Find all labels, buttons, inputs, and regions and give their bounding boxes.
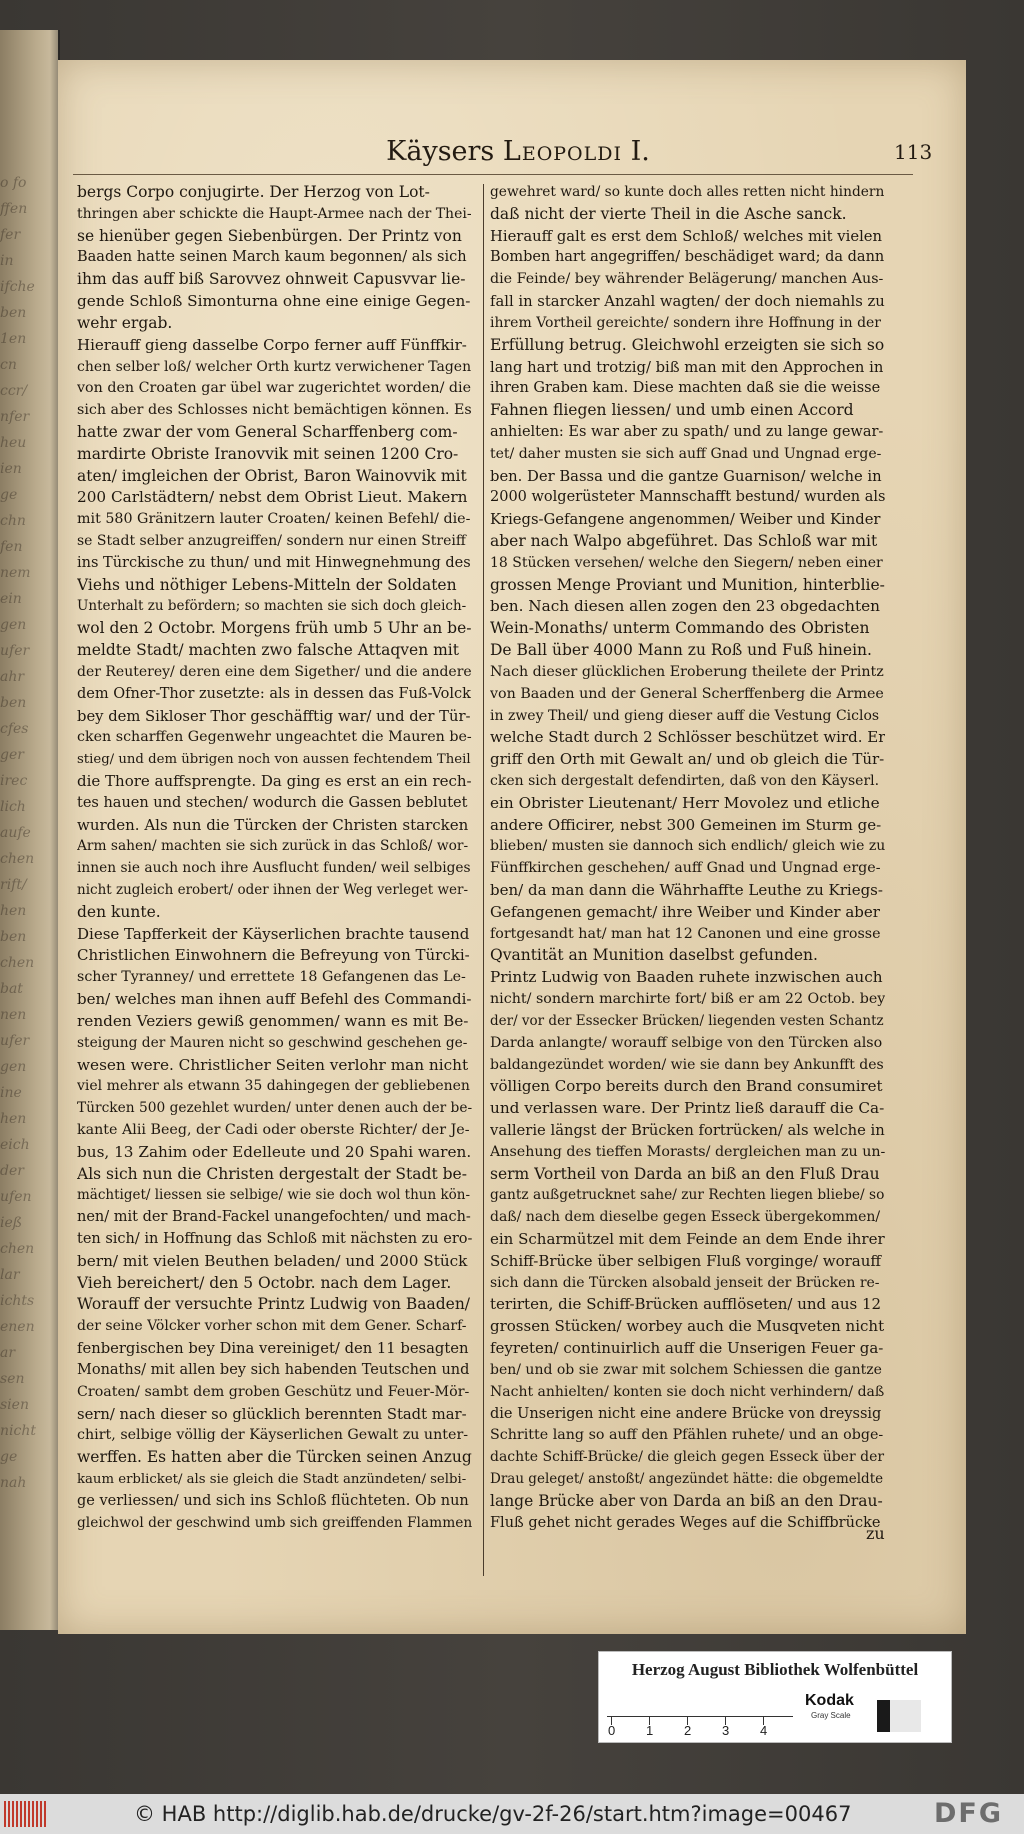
text-line: cken sich dergestalt defendirten, daß von den Käyserl. (490, 772, 880, 789)
text-line: Hierauff gieng dasselbe Corpo ferner auff Fünffkir- (77, 335, 467, 354)
text-line: und verlassen ware. Der Printz ließ darauff die Ca- (490, 1099, 885, 1118)
footer-credit-link[interactable]: © HAB http://diglib.hab.de/drucke/gv-2f-26/start.htm?image=00467 (134, 1802, 852, 1826)
text-line: Bomben hart angegriffen/ beschädiget ward; da dann (490, 249, 885, 266)
text-line: griff den Orth mit Gewalt an/ und ob gleich die Tür- (490, 750, 885, 769)
text-line: Ansehung des tieffen Morasts/ dergleichen man zu un- (490, 1143, 885, 1160)
text-line: ihren Graben kam. Diese machten daß sie die weisse (490, 380, 881, 397)
text-line: Hierauff galt es erst dem Schloß/ welches mit vielen (490, 227, 883, 245)
text-line: blieben/ musten sie dannoch sich endlich/ gleich wie zu (490, 838, 885, 855)
text-line: Monaths/ mit allen bey sich habenden Teutschen und (77, 1361, 470, 1378)
kodak-logo: Kodak (805, 1692, 854, 1709)
running-head-name: Leopoldi (502, 136, 622, 167)
text-line: wurden. Als nun die Türcken der Christen starcken (77, 815, 469, 834)
text-line: gewehret ward/ so kunte doch alles retten nicht hindern (490, 184, 885, 200)
library-color-card (598, 1651, 952, 1743)
text-line: wesen were. Christlicher Seiten verlohr man nicht (77, 1055, 469, 1074)
text-line: Unterhalt zu befördern; so machten sie sich doch gleich- (77, 598, 467, 615)
ruler-number: 0 (608, 1723, 616, 1738)
previous-page-margin-text: o fo ffen fer in ifche ben 1en cn ccr/ nfer heu ien ge chn fen nem ein gen ufer ahr ben cfes ger irec lich aufe chen rift/ hen ben chen bat nen ufer gen ine hen eich der ufen ieß chen lar ichts enen ar sen sien nicht ge nah (0, 175, 36, 1491)
text-line: Arm sahen/ machten sie sich zurück in das Schloß/ wor- (77, 838, 469, 855)
text-line: 200 Carlstädtern/ nebst dem Obrist Lieut. Makern (77, 488, 468, 507)
text-line: gantz außgetrucknet sahe/ zur Rechten liegen bliebe/ so (490, 1187, 885, 1204)
text-line: Christlichen Einwohnern die Befreyung von Türcki- (77, 946, 470, 965)
text-line: sich dann die Türcken alsobald jenseit der Brücken re- (490, 1274, 880, 1291)
text-line: tet/ daher musten sie sich auff Gnad und Ungnad erge- (490, 445, 882, 462)
text-line: serm Vortheil von Darda an biß an den Fluß Drau (490, 1164, 880, 1183)
text-line: Baaden hatte seinen March kaum begonnen/ als sich (77, 249, 467, 266)
text-line: Drau geleget/ anstoßt/ angezündet hätte: die obgemeldte (490, 1470, 884, 1487)
text-line: dem Ofner-Thor zusetzte: als in dessen das Fuß-Volck (77, 685, 471, 702)
text-line: ben/ welches man ihnen auff Befehl des Commandi- (77, 990, 472, 1009)
text-line: der Reuterey/ deren eine dem Sigether/ und die andere (77, 663, 472, 680)
text-line: mit 580 Gränitzern lauter Croaten/ keinen Befehl/ die- (77, 511, 471, 528)
text-line: die Unserigen nicht eine andere Brücke von dreyssig (490, 1405, 882, 1422)
text-line: lang hart und trotzig/ biß man mit den Approchen in (490, 358, 884, 376)
text-line: kante Alii Beeg, der Cadi oder oberste Richter/ der Je- (77, 1121, 470, 1138)
text-line: vallerie längst der Brücken fortrücken/ als welche in (490, 1121, 885, 1139)
text-line: ihrem Vortheil gereichte/ sondern ihre Hoffnung in der (490, 314, 882, 331)
text-line: ein Scharmützel mit dem Feinde an dem Ende ihrer (490, 1230, 885, 1248)
dfg-logo: DFG (934, 1798, 1004, 1829)
header-rule (73, 174, 913, 175)
text-line: terirten, die Schiff-Brücken aufflöseten/ und aus 12 (490, 1295, 882, 1314)
barcode-icon (4, 1801, 48, 1827)
running-head-numeral: I. (630, 136, 650, 167)
text-line: ten sich/ in Hoffnung das Schloß mit nächsten zu ero- (77, 1231, 472, 1247)
text-line: welche Stadt durch 2 Schlösser beschützet wird. Er (490, 728, 885, 747)
text-line: De Ball über 4000 Mann zu Roß und Fuß hinein. (490, 641, 872, 660)
gray-scale-swatch (877, 1700, 921, 1732)
text-line: gende Schloß Simonturna ohne eine einige Gegen- (77, 292, 471, 311)
running-head (338, 136, 698, 167)
column-divider (483, 184, 484, 1576)
running-head-prefix: Käysers (386, 136, 495, 167)
text-line: ihm das auff biß Sarovvez ohnweit Capusvvar lie- (77, 270, 466, 289)
text-line: stieg/ und dem übrigen noch von aussen fechtendem Theil (77, 752, 471, 768)
text-line: ge verliessen/ und sich ins Schloß flüchteten. Ob nun (77, 1492, 469, 1509)
page-number: 113 (894, 140, 933, 164)
text-line: bergs Corpo conjugirte. Der Herzog von Lot- (77, 183, 430, 201)
text-line: scher Tyranney/ und errettete 18 Gefangenen das Le- (77, 969, 466, 986)
text-line: wehr ergab. (77, 313, 173, 332)
text-line: tes hauen und stechen/ wodurch die Gassen beblutet (77, 794, 468, 811)
text-line: Fluß gehet nicht gerades Weges auf die Schiffbrücke (490, 1514, 881, 1531)
text-line: Fahnen fliegen liessen/ und umb einen Accord (490, 401, 854, 420)
text-line: Printz Ludwig von Baaden ruhete inzwischen auch (490, 968, 883, 987)
text-line: Erfüllung betrug. Gleichwohl erzeigten sie sich so (490, 335, 885, 354)
text-line: wol den 2 Octobr. Morgens früh umb 5 Uhr an be- (77, 619, 472, 638)
text-line: völligen Corpo bereits durch den Brand consumiret (490, 1077, 883, 1096)
left-text-column (77, 182, 472, 1534)
text-line: die Thore auffsprengte. Da ging es erst an ein rech- (77, 771, 472, 790)
text-line: thringen aber schickte die Haupt-Armee nach der Thei- (77, 205, 472, 222)
text-line: gleichwol der geschwind umb sich greiffenden Flammen (77, 1514, 472, 1531)
text-line: Gefangenen gemacht/ ihre Weiber und Kinder aber (490, 902, 880, 921)
text-line: 2000 wolgerüsteter Mannschafft bestund/ wurden als (490, 489, 885, 506)
text-line: anhielten: Es war aber zu spath/ und zu lange gewar- (490, 423, 884, 440)
text-line: grossen Stücken/ worbey auch die Musqveten nicht (490, 1317, 885, 1336)
text-line: mächtiget/ liessen sie selbige/ wie sie doch wol thun kön- (77, 1187, 471, 1204)
text-line: innen sie auch noch ihre Ausflucht funden/ weil selbiges (77, 860, 471, 877)
text-line: daß nicht der vierte Theil in die Asche sanck. (490, 204, 847, 223)
text-line: fenbergischen bey Dina vereiniget/ den 11 besagten (77, 1340, 469, 1358)
text-line: 18 Stücken versehen/ welche den Siegern/ neben einer (490, 554, 883, 571)
footer-bar (0, 1794, 1024, 1834)
text-line: in zwey Theil/ und gieng dieser auff die Vestung Ciclos (490, 707, 880, 724)
text-line: Schritte lang so auff den Pfählen ruhete/ und an obge- (490, 1427, 884, 1444)
scale-ruler (607, 1716, 793, 1737)
gray-scale-label: Gray Scale (811, 1711, 851, 1720)
text-line: Qvantität an Munition daselbst gefunden. (490, 946, 818, 965)
text-line: baldangezündet worden/ wie sie dann bey Ankunfft des (490, 1056, 884, 1073)
text-line: Fünffkirchen geschehen/ auff Gnad und Ungnad erge- (490, 860, 881, 877)
text-line: Darda anlangte/ worauff selbige von den Türcken also (490, 1034, 883, 1051)
text-line: die Feinde/ bey währender Belägerung/ manchen Aus- (490, 271, 884, 288)
text-line: Diese Tapfferkeit der Käyserlichen brachte tausend (77, 924, 470, 943)
book-page (58, 60, 966, 1634)
text-line: grossen Menge Proviant und Munition, hinterblie- (490, 575, 885, 594)
text-line: meldte Stadt/ machten zwo falsche Attaqven mit (77, 641, 459, 660)
ruler-number: 3 (722, 1723, 730, 1738)
text-line: bey dem Sikloser Thor geschäfftig war/ und der Tür- (77, 707, 471, 725)
text-line: Türcken 500 gezehlet wurden/ unter denen auch der be- (77, 1100, 472, 1117)
text-line: nicht zugleich erobert/ oder ihnen der Weg verleget wer- (77, 882, 469, 898)
text-line: nicht/ sondern marchirte fort/ biß er am 22 Octob. bey (490, 991, 885, 1008)
text-line: der/ vor der Essecker Brücken/ liegenden vesten Schantz (490, 1012, 884, 1029)
text-line: hatte zwar der vom General Scharffenberg com- (77, 422, 458, 441)
right-text-column (490, 182, 885, 1534)
ruler-number: 2 (684, 1723, 692, 1738)
text-line: fortgesandt hat/ man hat 12 Canonen und eine grosse (490, 925, 881, 942)
text-line: den kunte. (77, 902, 161, 921)
text-line: aber nach Walpo abgeführet. Das Schloß war mit (490, 532, 878, 550)
text-line: werffen. Es hatten aber die Türcken seinen Anzug (77, 1448, 472, 1467)
text-line: Nach dieser glücklichen Eroberung theilete der Printz (490, 663, 884, 680)
text-line: Als sich nun die Christen dergestalt der Stadt be- (77, 1164, 467, 1183)
catchword: zu (866, 1524, 885, 1543)
text-line: der seine Völcker vorher schon mit dem Gener. Scharf- (77, 1318, 467, 1335)
text-line: viel mehrer als etwann 35 dahingegen der gebliebenen (77, 1078, 470, 1095)
text-line: se Stadt selber anzugreiffen/ sondern nur einen Streiff (77, 533, 466, 549)
text-line: aten/ imgleichen der Obrist, Baron Wainovvik mit (77, 466, 467, 485)
text-line: mardirte Obriste Iranovvik mit seinen 1200 Cro- (77, 444, 459, 463)
text-line: chen selber loß/ welcher Orth kurtz verwichener Tagen (77, 358, 472, 375)
text-line: ins Türckische zu thun/ und mit Hinwegnehmung des (77, 554, 471, 571)
text-line: ein Obrister Lieutenant/ Herr Movolez und etliche (490, 793, 880, 812)
library-name: Herzog August Bibliothek Wolfenbüttel (631, 1660, 919, 1679)
text-line: andere Officirer, nebst 300 Gemeinen im Sturm ge- (490, 815, 882, 834)
text-line: bus, 13 Zahim oder Edelleute und 20 Spahi waren. (77, 1142, 472, 1161)
text-line: Viehs und nöthiger Lebens-Mitteln der Soldaten (77, 575, 457, 594)
text-line: Worauff der versuchte Printz Ludwig von Baaden/ (77, 1295, 471, 1314)
ruler-number: 1 (646, 1723, 654, 1738)
text-line: feyreten/ continuirlich auff die Unserigen Feuer ga- (490, 1339, 884, 1358)
text-line: sich aber des Schlosses nicht bemächtigen können. Es (77, 402, 472, 419)
text-line: Vieh bereichert/ den 5 Octobr. nach dem Lager. (77, 1273, 452, 1292)
text-line: Wein-Monaths/ unterm Commando des Obristen (490, 619, 870, 638)
text-line: lange Brücke aber von Darda an biß an den Drau- (490, 1491, 883, 1510)
text-line: Schiff-Brücke über selbigen Fluß vorginge/ worauff (490, 1251, 882, 1270)
text-line: dachte Schiff-Brücke/ die gleich gegen Esseck über der (490, 1449, 885, 1466)
text-line: daß/ nach dem dieselbe gegen Esseck übergekommen/ (490, 1209, 881, 1226)
text-line: ben. Nach diesen allen zogen den 23 obgedachten (490, 597, 880, 616)
text-line: bern/ mit vielen Beuthen beladen/ und 2000 Stück (77, 1251, 468, 1270)
text-line: ben/ und ob sie zwar mit solchem Schiessen die gantze (490, 1361, 882, 1378)
text-line: fall in starcker Anzahl wagten/ der doch niemahls zu (490, 293, 885, 311)
text-line: Nacht anhielten/ konten sie doch nicht verhindern/ daß (490, 1383, 885, 1400)
text-line: kaum erblicket/ als sie gleich die Stadt anzündeten/ selbi- (77, 1471, 467, 1487)
text-line: ben. Der Bassa und die gantze Guarnison/ welche in (490, 467, 882, 485)
text-line: von Baaden und der General Scherffenberg die Armee (490, 685, 884, 702)
text-line: Croaten/ sambt dem groben Geschütz und Feuer-Mör- (77, 1383, 470, 1400)
text-line: se hienüber gegen Siebenbürgen. Der Printz von (77, 226, 462, 245)
text-line: chirt, selbige völlig der Käyserlichen Gewalt zu unter- (77, 1427, 469, 1444)
text-line: cken scharffen Gegenwehr ungeachtet die Mauren be- (77, 729, 472, 746)
text-line: nen/ mit der Brand-Fackel unangefochten/ und mach- (77, 1209, 471, 1226)
text-line: ben/ da man dann die Währhaffte Leuthe zu Kriegs- (490, 881, 883, 899)
text-line: sern/ nach dieser so glücklich berennten Stadt mar- (77, 1405, 467, 1423)
ruler-number: 4 (760, 1723, 768, 1738)
text-line: renden Veziers gewiß genommen/ wann es mit Be- (77, 1011, 469, 1030)
text-line: von den Croaten gar übel war zugerichtet worden/ die (77, 380, 472, 397)
text-line: Kriegs-Gefangene angenommen/ Weiber und Kinder (490, 511, 881, 529)
text-line: steigung der Mauren nicht so geschwind geschehen ge- (77, 1034, 468, 1051)
